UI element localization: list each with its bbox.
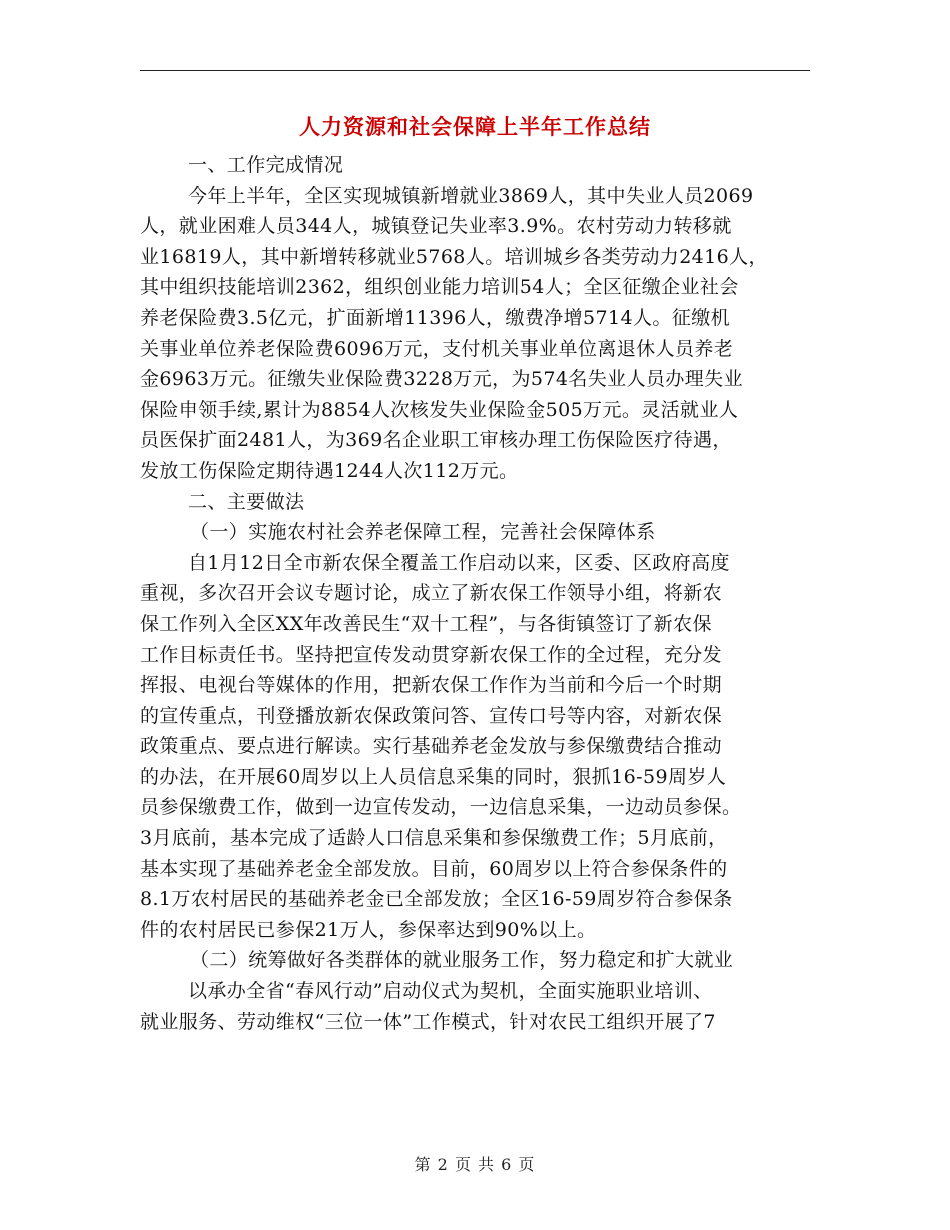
paragraph-line: 就业服务、劳动维权“三位一体”工作模式，针对农民工组织开展了7 <box>140 1010 716 1033</box>
paragraph-line: 8.1万农村居民的基础养老金已全部发放；全区16-59周岁符合参保条 <box>140 888 733 911</box>
paragraph-line: 基本实现了基础养老金全部发放。目前，60周岁以上符合参保条件的 <box>140 857 728 880</box>
section-heading-1: 一、工作完成情况 <box>188 154 344 176</box>
paragraph-line: 3月底前，基本完成了适龄人口信息采集和参保缴费工作；5月底前， <box>140 827 728 850</box>
paragraph-line: 政策重点、要点进行解读。实行基础养老金发放与参保缴费结合推动 <box>140 735 723 758</box>
paragraph-line: 自1月12日全市新农保全覆盖工作启动以来，区委、区政府高度 <box>188 551 730 574</box>
paragraph-line: 保工作列入全区XX年改善民生“双十工程”，与各街镇签订了新农保 <box>140 612 712 635</box>
paragraph-line: 人，就业困难人员344人，城镇登记失业率3.9%。农村劳动力转移就 <box>140 215 732 238</box>
paragraph-line: 发放工伤保险定期待遇1244人次112万元。 <box>140 459 519 482</box>
document-title: 人力资源和社会保障上半年工作总结 <box>299 114 651 139</box>
paragraph-line: 员参保缴费工作，做到一边宣传发动，一边信息采集，一边动员参保。 <box>140 796 742 819</box>
paragraph-line: 件的农村居民已参保21万人，参保率达到90%以上。 <box>140 918 597 941</box>
paragraph-line: 员医保扩面2481人，为369名企业职工审核办理工伤保险医疗待遇， <box>140 429 732 452</box>
paragraph-line: 挥报、电视台等媒体的作用，把新农保工作作为当前和今后一个时期 <box>140 674 723 697</box>
paragraph-line: 的宣传重点，刊登播放新农保政策问答、宣传口号等内容，对新农保 <box>140 704 723 727</box>
paragraph-line: 养老保险费3.5亿元，扩面新增11396人，缴费净增5714人。征缴机 <box>140 306 731 329</box>
document-body <box>140 150 812 1037</box>
page-number: 第 2 页 共 6 页 <box>414 1155 536 1174</box>
section-heading-2: 二、主要做法 <box>188 490 305 513</box>
paragraph-line: 工作目标责任书。坚持把宣传发动贯穿新农保工作的全过程，充分发 <box>140 643 723 666</box>
subsection-heading-2: （二）统筹做好各类群体的就业服务工作，努力稳定和扩大就业 <box>190 949 734 972</box>
paragraph-line: 保险申领手续,累计为8854人次核发失业保险金505万元。灵活就业人 <box>140 398 739 421</box>
paragraph-line: 今年上半年，全区实现城镇新增就业3869人，其中失业人员2069 <box>188 184 754 207</box>
paragraph-line: 的办法，在开展60周岁以上人员信息采集的同时，狠抓16-59周岁人 <box>140 765 727 788</box>
paragraph-line: 重视，多次召开会议专题讨论，成立了新农保工作领导小组，将新农 <box>140 582 723 605</box>
paragraph-line: 其中组织技能培训2362，组织创业能力培训54人；全区征缴企业社会 <box>140 276 739 299</box>
paragraph-line: 关事业单位养老保险费6096万元，支付机关事业单位离退休人员养老 <box>140 337 734 360</box>
paragraph-line: 金6963万元。征缴失业保险费3228万元，为574名失业人员办理失业 <box>140 368 743 391</box>
subsection-heading-1: （一）实施农村社会养老保障工程，完善社会保障体系 <box>190 521 656 544</box>
paragraph-line: 以承办全省“春风行动”启动仪式为契机，全面实施职业培训、 <box>188 980 713 1003</box>
header-rule <box>140 70 810 71</box>
paragraph-line: 业16819人，其中新增转移就业5768人。培训城乡各类劳动力2416人， <box>140 245 768 268</box>
